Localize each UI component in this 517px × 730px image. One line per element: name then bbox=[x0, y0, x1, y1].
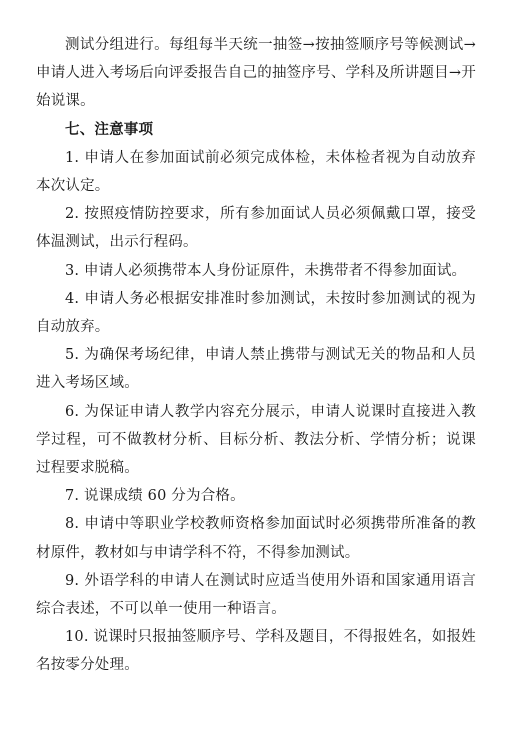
notice-item-5: 5. 为确保考场纪律，申请人禁止携带与测试无关的物品和人员进入考场区域。 bbox=[36, 347, 476, 392]
notice-item-2: 2. 按照疫情防控要求，所有参加面试人员必须佩戴口罩，接受体温测试，出示行程码。 bbox=[36, 206, 476, 251]
notice-item-4: 4. 申请人务必根据安排准时参加测试，未按时参加测试的视为自动放弃。 bbox=[36, 290, 476, 336]
document-body bbox=[36, 31, 476, 680]
notice-item-1: 1. 申请人在参加面试前必须完成体检，未体检者视为自动放弃本次认定。 bbox=[36, 149, 476, 195]
notice-item-9: 9. 外语学科的申请人在测试时应适当使用外语和国家通用语言综合表述，不可以单一使用一种语言。 bbox=[36, 572, 476, 618]
section-heading: 七、注意事项 bbox=[65, 121, 154, 138]
notice-item-8: 8. 申请中等职业学校教师资格参加面试时必须携带所准备的教材原件，教材如与申请学科不符，不得参加测试。 bbox=[36, 516, 476, 561]
notice-item-7: 7. 说课成绩 60 分为合格。 bbox=[65, 488, 245, 505]
notice-item-3: 3. 申请人必须携带本人身份证原件，未携带者不得参加面试。 bbox=[65, 262, 467, 279]
notice-item-6: 6. 为保证申请人教学内容充分展示，申请人说课时直接进入教学过程，可不做教材分析、目标分析、教法分析、学情分析；说课过程要求脱稿。 bbox=[36, 403, 476, 477]
intro-paragraph: 测试分组进行。每组每半天统一抽签→按抽签顺序号等候测试→申请人进入考场后向评委报告自己的抽签序号、学科及所讲题目→开始说课。 bbox=[36, 37, 476, 110]
notice-item-10: 10. 说课时只报抽签顺序号、学科及题目，不得报姓名，如报姓名按零分处理。 bbox=[36, 629, 476, 674]
